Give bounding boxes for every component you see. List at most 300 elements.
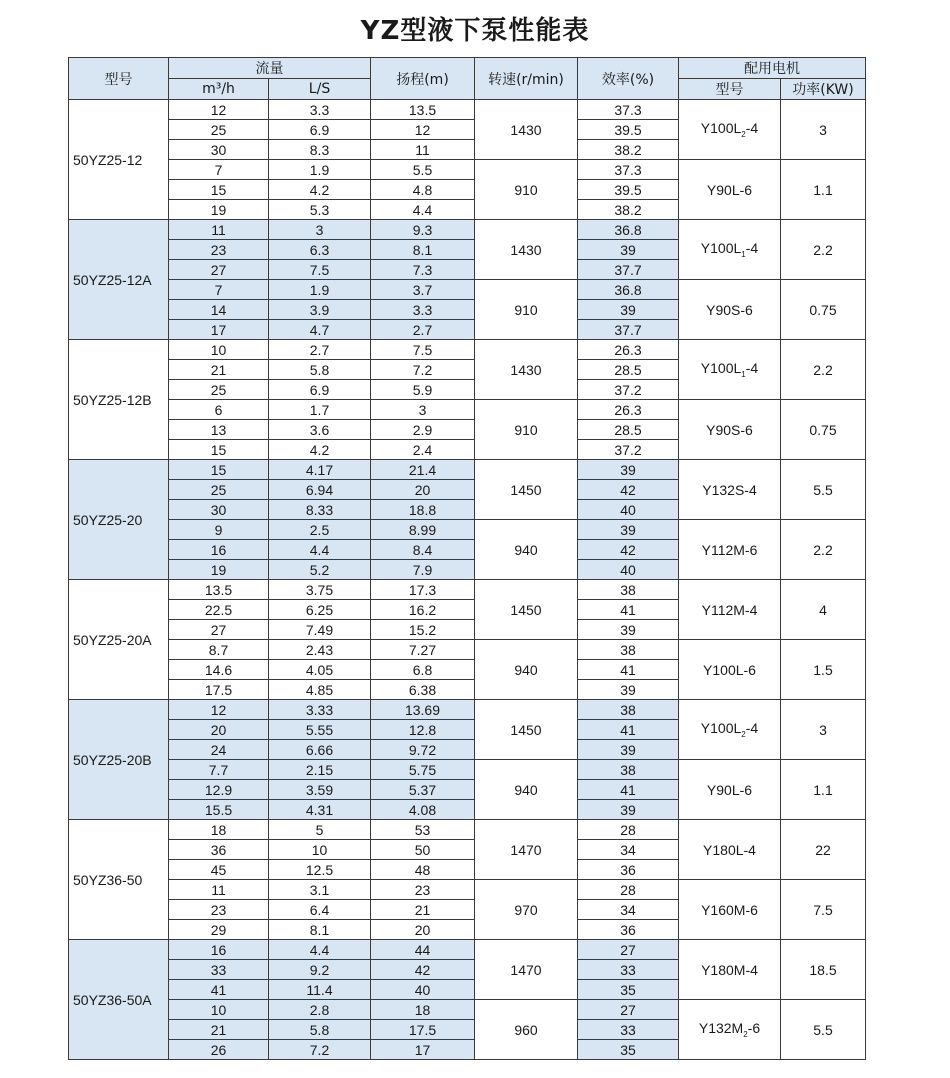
flow-ls-cell: 3.3 (269, 100, 371, 120)
motor-model-suffix: -4 (745, 360, 759, 377)
motor-power-cell: 18.5 (781, 940, 866, 1000)
flow-m3h-cell: 29 (169, 920, 269, 940)
motor-power-cell: 5.5 (781, 1000, 866, 1060)
speed-cell: 1450 (475, 460, 578, 520)
model-cell: 50YZ25-12B (69, 340, 169, 460)
head-cell: 8.1 (371, 240, 475, 260)
speed-cell: 1430 (475, 340, 578, 400)
flow-ls-cell: 4.2 (269, 440, 371, 460)
flow-ls-cell: 7.2 (269, 1040, 371, 1060)
head-cell: 44 (371, 940, 475, 960)
efficiency-cell: 38 (578, 760, 679, 780)
speed-cell: 910 (475, 280, 578, 340)
table-row (69, 280, 866, 300)
flow-ls-cell: 1.7 (269, 400, 371, 420)
flow-m3h-cell: 12.9 (169, 780, 269, 800)
flow-ls-cell: 4.17 (269, 460, 371, 480)
speed-cell: 910 (475, 400, 578, 460)
head-cell: 8.4 (371, 540, 475, 560)
table-row (69, 220, 866, 240)
efficiency-cell: 42 (578, 540, 679, 560)
flow-ls-cell: 5.2 (269, 560, 371, 580)
flow-m3h-cell: 15.5 (169, 800, 269, 820)
motor-model-subscript: 2 (741, 729, 746, 739)
flow-m3h-cell: 23 (169, 900, 269, 920)
speed-cell: 940 (475, 520, 578, 580)
flow-ls-cell: 5 (269, 820, 371, 840)
table-row (69, 640, 866, 660)
flow-m3h-cell: 9 (169, 520, 269, 540)
flow-m3h-cell: 26 (169, 1040, 269, 1060)
flow-m3h-cell: 11 (169, 880, 269, 900)
head-cell: 13.69 (371, 700, 475, 720)
table-row (69, 700, 866, 720)
efficiency-cell: 39 (578, 300, 679, 320)
flow-m3h-cell: 24 (169, 740, 269, 760)
table-body (69, 100, 866, 1060)
efficiency-cell: 26.3 (578, 400, 679, 420)
head-cell: 12 (371, 120, 475, 140)
efficiency-cell: 28.5 (578, 420, 679, 440)
head-cell: 48 (371, 860, 475, 880)
flow-ls-cell: 3.75 (269, 580, 371, 600)
speed-cell: 1430 (475, 100, 578, 160)
head-cell: 17 (371, 1040, 475, 1060)
efficiency-cell: 39 (578, 520, 679, 540)
flow-ls-cell: 11.4 (269, 980, 371, 1000)
flow-m3h-cell: 11 (169, 220, 269, 240)
flow-m3h-cell: 17.5 (169, 680, 269, 700)
efficiency-cell: 39 (578, 740, 679, 760)
efficiency-cell: 42 (578, 480, 679, 500)
flow-m3h-cell: 36 (169, 840, 269, 860)
table-row (69, 400, 866, 420)
motor-power-cell: 1.1 (781, 760, 866, 820)
flow-ls-cell: 3.6 (269, 420, 371, 440)
flow-m3h-cell: 25 (169, 120, 269, 140)
motor-model-subscript: 2 (743, 1029, 748, 1039)
efficiency-cell: 38 (578, 640, 679, 660)
flow-m3h-cell: 25 (169, 380, 269, 400)
flow-ls-cell: 2.43 (269, 640, 371, 660)
head-cell: 50 (371, 840, 475, 860)
flow-m3h-cell: 17 (169, 320, 269, 340)
flow-ls-cell: 5.3 (269, 200, 371, 220)
efficiency-cell: 39 (578, 800, 679, 820)
efficiency-cell: 38.2 (578, 200, 679, 220)
speed-cell: 1470 (475, 940, 578, 1000)
efficiency-cell: 33 (578, 1020, 679, 1040)
motor-power-cell: 5.5 (781, 460, 866, 520)
flow-ls-cell: 2.15 (269, 760, 371, 780)
flow-m3h-cell: 33 (169, 960, 269, 980)
flow-m3h-cell: 45 (169, 860, 269, 880)
efficiency-cell: 39.5 (578, 120, 679, 140)
efficiency-cell: 41 (578, 780, 679, 800)
flow-ls-cell: 4.85 (269, 680, 371, 700)
motor-model-base: Y100L-6 (703, 661, 756, 678)
head-cell: 40 (371, 980, 475, 1000)
header-efficiency: 效率(%) (578, 58, 679, 100)
efficiency-cell: 34 (578, 840, 679, 860)
motor-power-cell: 1.5 (781, 640, 866, 700)
efficiency-cell: 35 (578, 1040, 679, 1060)
table-row (69, 940, 866, 960)
motor-model-cell (679, 940, 781, 1000)
motor-model-suffix: -4 (745, 120, 759, 137)
motor-model-base: Y112M-4 (701, 601, 758, 618)
head-cell: 5.37 (371, 780, 475, 800)
model-cell: 50YZ36-50 (69, 820, 169, 940)
flow-ls-cell: 4.31 (269, 800, 371, 820)
flow-ls-cell: 9.2 (269, 960, 371, 980)
efficiency-cell: 37.7 (578, 320, 679, 340)
head-cell: 3.3 (371, 300, 475, 320)
motor-model-base: Y160M-6 (701, 901, 758, 918)
motor-model-cell (679, 580, 781, 640)
flow-ls-cell: 8.1 (269, 920, 371, 940)
flow-ls-cell: 12.5 (269, 860, 371, 880)
flow-ls-cell: 5.55 (269, 720, 371, 740)
speed-cell: 940 (475, 640, 578, 700)
efficiency-cell: 39 (578, 620, 679, 640)
flow-m3h-cell: 14 (169, 300, 269, 320)
motor-model-cell (679, 880, 781, 940)
flow-m3h-cell: 30 (169, 500, 269, 520)
motor-power-cell: 2.2 (781, 220, 866, 280)
head-cell: 17.5 (371, 1020, 475, 1040)
flow-m3h-cell: 7.7 (169, 760, 269, 780)
flow-m3h-cell: 13.5 (169, 580, 269, 600)
motor-model-base: Y100L (700, 240, 742, 257)
model-cell: 50YZ25-12 (69, 100, 169, 220)
flow-ls-cell: 4.2 (269, 180, 371, 200)
motor-model-base: Y90S-6 (706, 421, 753, 438)
motor-model-cell (679, 640, 781, 700)
motor-model-cell (679, 340, 781, 400)
head-cell: 23 (371, 880, 475, 900)
flow-m3h-cell: 15 (169, 440, 269, 460)
head-cell: 16.2 (371, 600, 475, 620)
head-cell: 53 (371, 820, 475, 840)
efficiency-cell: 40 (578, 560, 679, 580)
efficiency-cell: 27 (578, 940, 679, 960)
table-row (69, 520, 866, 540)
flow-m3h-cell: 21 (169, 360, 269, 380)
head-cell: 2.4 (371, 440, 475, 460)
head-cell: 15.2 (371, 620, 475, 640)
motor-model-subscript: 1 (741, 369, 746, 379)
motor-power-cell: 22 (781, 820, 866, 880)
efficiency-cell: 37.2 (578, 380, 679, 400)
efficiency-cell: 39.5 (578, 180, 679, 200)
motor-model-cell (679, 160, 781, 220)
head-cell: 20 (371, 480, 475, 500)
flow-ls-cell: 5.8 (269, 1020, 371, 1040)
motor-power-cell: 3 (781, 100, 866, 160)
motor-power-cell: 2.2 (781, 340, 866, 400)
head-cell: 4.08 (371, 800, 475, 820)
flow-ls-cell: 6.66 (269, 740, 371, 760)
motor-model-cell (679, 460, 781, 520)
table-row (69, 760, 866, 780)
flow-m3h-cell: 12 (169, 700, 269, 720)
head-cell: 5.5 (371, 160, 475, 180)
flow-m3h-cell: 8.7 (169, 640, 269, 660)
motor-model-base: Y90L-6 (706, 181, 753, 198)
flow-ls-cell: 3.9 (269, 300, 371, 320)
flow-ls-cell: 2.5 (269, 520, 371, 540)
table-row (69, 340, 866, 360)
flow-m3h-cell: 22.5 (169, 600, 269, 620)
flow-ls-cell: 2.7 (269, 340, 371, 360)
motor-model-base: Y132S-4 (702, 481, 757, 498)
head-cell: 5.9 (371, 380, 475, 400)
efficiency-cell: 36.8 (578, 280, 679, 300)
efficiency-cell: 41 (578, 720, 679, 740)
head-cell: 20 (371, 920, 475, 940)
motor-model-cell (679, 700, 781, 760)
efficiency-cell: 37.2 (578, 440, 679, 460)
head-cell: 7.27 (371, 640, 475, 660)
motor-model-cell (679, 400, 781, 460)
head-cell: 7.9 (371, 560, 475, 580)
flow-m3h-cell: 7 (169, 160, 269, 180)
motor-model-base: Y90S-6 (706, 301, 753, 318)
flow-ls-cell: 6.94 (269, 480, 371, 500)
flow-m3h-cell: 15 (169, 180, 269, 200)
efficiency-cell: 36.8 (578, 220, 679, 240)
efficiency-cell: 37.7 (578, 260, 679, 280)
page-title: YZ型液下泵性能表 (360, 16, 590, 46)
motor-model-cell (679, 280, 781, 340)
flow-m3h-cell: 13 (169, 420, 269, 440)
flow-m3h-cell: 14.6 (169, 660, 269, 680)
efficiency-cell: 36 (578, 920, 679, 940)
flow-ls-cell: 1.9 (269, 280, 371, 300)
flow-m3h-cell: 20 (169, 720, 269, 740)
header-flow-ls: L/S (269, 79, 371, 100)
flow-m3h-cell: 19 (169, 560, 269, 580)
flow-ls-cell: 7.49 (269, 620, 371, 640)
flow-m3h-cell: 10 (169, 340, 269, 360)
head-cell: 6.8 (371, 660, 475, 680)
flow-m3h-cell: 25 (169, 480, 269, 500)
flow-ls-cell: 3 (269, 220, 371, 240)
flow-m3h-cell: 27 (169, 260, 269, 280)
header-motor-power: 功率(KW) (781, 79, 866, 100)
flow-ls-cell: 4.4 (269, 540, 371, 560)
head-cell: 9.3 (371, 220, 475, 240)
head-cell: 2.9 (371, 420, 475, 440)
table-row (69, 880, 866, 900)
speed-cell: 960 (475, 1000, 578, 1060)
head-cell: 42 (371, 960, 475, 980)
head-cell: 21.4 (371, 460, 475, 480)
motor-model-subscript: 1 (741, 249, 746, 259)
flow-ls-cell: 4.05 (269, 660, 371, 680)
speed-cell: 910 (475, 160, 578, 220)
efficiency-cell: 26.3 (578, 340, 679, 360)
head-cell: 3 (371, 400, 475, 420)
flow-ls-cell: 10 (269, 840, 371, 860)
model-cell: 50YZ25-20A (69, 580, 169, 700)
flow-m3h-cell: 18 (169, 820, 269, 840)
table-row (69, 580, 866, 600)
efficiency-cell: 40 (578, 500, 679, 520)
motor-model-cell (679, 520, 781, 580)
head-cell: 17.3 (371, 580, 475, 600)
flow-m3h-cell: 30 (169, 140, 269, 160)
head-cell: 8.99 (371, 520, 475, 540)
flow-m3h-cell: 41 (169, 980, 269, 1000)
flow-m3h-cell: 7 (169, 280, 269, 300)
speed-cell: 1430 (475, 220, 578, 280)
header-motor-model: 型号 (679, 79, 781, 100)
efficiency-cell: 39 (578, 240, 679, 260)
table-row (69, 460, 866, 480)
flow-ls-cell: 6.9 (269, 380, 371, 400)
motor-model-cell (679, 760, 781, 820)
flow-ls-cell: 3.59 (269, 780, 371, 800)
efficiency-cell: 28 (578, 820, 679, 840)
speed-cell: 970 (475, 880, 578, 940)
motor-model-base: Y180M-4 (701, 961, 758, 978)
efficiency-cell: 39 (578, 680, 679, 700)
header-flow-m3h: m³/h (169, 79, 269, 100)
motor-model-suffix: -4 (745, 240, 759, 257)
motor-power-cell: 0.75 (781, 400, 866, 460)
motor-model-base: Y100L (700, 120, 742, 137)
speed-cell: 1470 (475, 820, 578, 880)
header-motor: 配用电机 (679, 58, 866, 79)
efficiency-cell: 35 (578, 980, 679, 1000)
flow-ls-cell: 4.7 (269, 320, 371, 340)
flow-m3h-cell: 23 (169, 240, 269, 260)
motor-model-base: Y100L (700, 360, 742, 377)
model-cell: 50YZ25-12A (69, 220, 169, 340)
flow-ls-cell: 3.1 (269, 880, 371, 900)
efficiency-cell: 41 (578, 600, 679, 620)
head-cell: 13.5 (371, 100, 475, 120)
flow-ls-cell: 2.8 (269, 1000, 371, 1020)
head-cell: 3.7 (371, 280, 475, 300)
table-row (69, 160, 866, 180)
motor-power-cell: 1.1 (781, 160, 866, 220)
header-head: 扬程(m) (371, 58, 475, 100)
motor-model-suffix: -4 (745, 720, 759, 737)
head-cell: 12.8 (371, 720, 475, 740)
efficiency-cell: 37.3 (578, 100, 679, 120)
head-cell: 4.8 (371, 180, 475, 200)
head-cell: 18.8 (371, 500, 475, 520)
speed-cell: 1450 (475, 580, 578, 640)
efficiency-cell: 38 (578, 580, 679, 600)
efficiency-cell: 28 (578, 880, 679, 900)
head-cell: 7.5 (371, 340, 475, 360)
flow-ls-cell: 6.3 (269, 240, 371, 260)
motor-model-base: Y132M (698, 1020, 744, 1037)
flow-m3h-cell: 16 (169, 540, 269, 560)
motor-power-cell: 3 (781, 700, 866, 760)
efficiency-cell: 37.3 (578, 160, 679, 180)
flow-ls-cell: 3.33 (269, 700, 371, 720)
head-cell: 2.7 (371, 320, 475, 340)
motor-power-cell: 0.75 (781, 280, 866, 340)
flow-ls-cell: 8.3 (269, 140, 371, 160)
flow-ls-cell: 5.8 (269, 360, 371, 380)
motor-model-suffix: -6 (747, 1020, 761, 1037)
table-row (69, 820, 866, 840)
speed-cell: 940 (475, 760, 578, 820)
head-cell: 4.4 (371, 200, 475, 220)
flow-m3h-cell: 19 (169, 200, 269, 220)
efficiency-cell: 27 (578, 1000, 679, 1020)
head-cell: 7.2 (371, 360, 475, 380)
flow-m3h-cell: 10 (169, 1000, 269, 1020)
motor-model-cell (679, 220, 781, 280)
motor-model-base: Y112M-6 (701, 541, 758, 558)
table-row (69, 100, 866, 120)
efficiency-cell: 28.5 (578, 360, 679, 380)
flow-ls-cell: 8.33 (269, 500, 371, 520)
motor-model-base: Y180L-4 (703, 841, 756, 858)
table-row (69, 1000, 866, 1020)
motor-power-cell: 4 (781, 580, 866, 640)
flow-ls-cell: 7.5 (269, 260, 371, 280)
efficiency-cell: 34 (578, 900, 679, 920)
header-speed: 转速(r/min) (475, 58, 578, 100)
motor-model-base: Y100L (700, 720, 742, 737)
head-cell: 7.3 (371, 260, 475, 280)
efficiency-cell: 38.2 (578, 140, 679, 160)
flow-ls-cell: 1.9 (269, 160, 371, 180)
efficiency-cell: 36 (578, 860, 679, 880)
flow-ls-cell: 4.4 (269, 940, 371, 960)
motor-model-base: Y90L-6 (706, 781, 753, 798)
motor-model-subscript: 2 (741, 129, 746, 139)
flow-m3h-cell: 16 (169, 940, 269, 960)
efficiency-cell: 33 (578, 960, 679, 980)
flow-m3h-cell: 6 (169, 400, 269, 420)
performance-table (68, 57, 866, 1060)
efficiency-cell: 39 (578, 460, 679, 480)
model-cell: 50YZ36-50A (69, 940, 169, 1060)
efficiency-cell: 41 (578, 660, 679, 680)
speed-cell: 1450 (475, 700, 578, 760)
motor-model-cell (679, 1000, 781, 1060)
head-cell: 11 (371, 140, 475, 160)
model-cell: 50YZ25-20B (69, 700, 169, 820)
motor-power-cell: 2.2 (781, 520, 866, 580)
head-cell: 18 (371, 1000, 475, 1020)
header-flow: 流量 (169, 58, 371, 79)
motor-power-cell: 7.5 (781, 880, 866, 940)
flow-m3h-cell: 12 (169, 100, 269, 120)
motor-model-cell (679, 100, 781, 160)
flow-ls-cell: 6.9 (269, 120, 371, 140)
head-cell: 9.72 (371, 740, 475, 760)
header-model: 型号 (69, 58, 169, 100)
head-cell: 5.75 (371, 760, 475, 780)
flow-ls-cell: 6.25 (269, 600, 371, 620)
flow-m3h-cell: 21 (169, 1020, 269, 1040)
motor-model-cell (679, 820, 781, 880)
model-cell: 50YZ25-20 (69, 460, 169, 580)
flow-ls-cell: 6.4 (269, 900, 371, 920)
head-cell: 21 (371, 900, 475, 920)
flow-m3h-cell: 15 (169, 460, 269, 480)
